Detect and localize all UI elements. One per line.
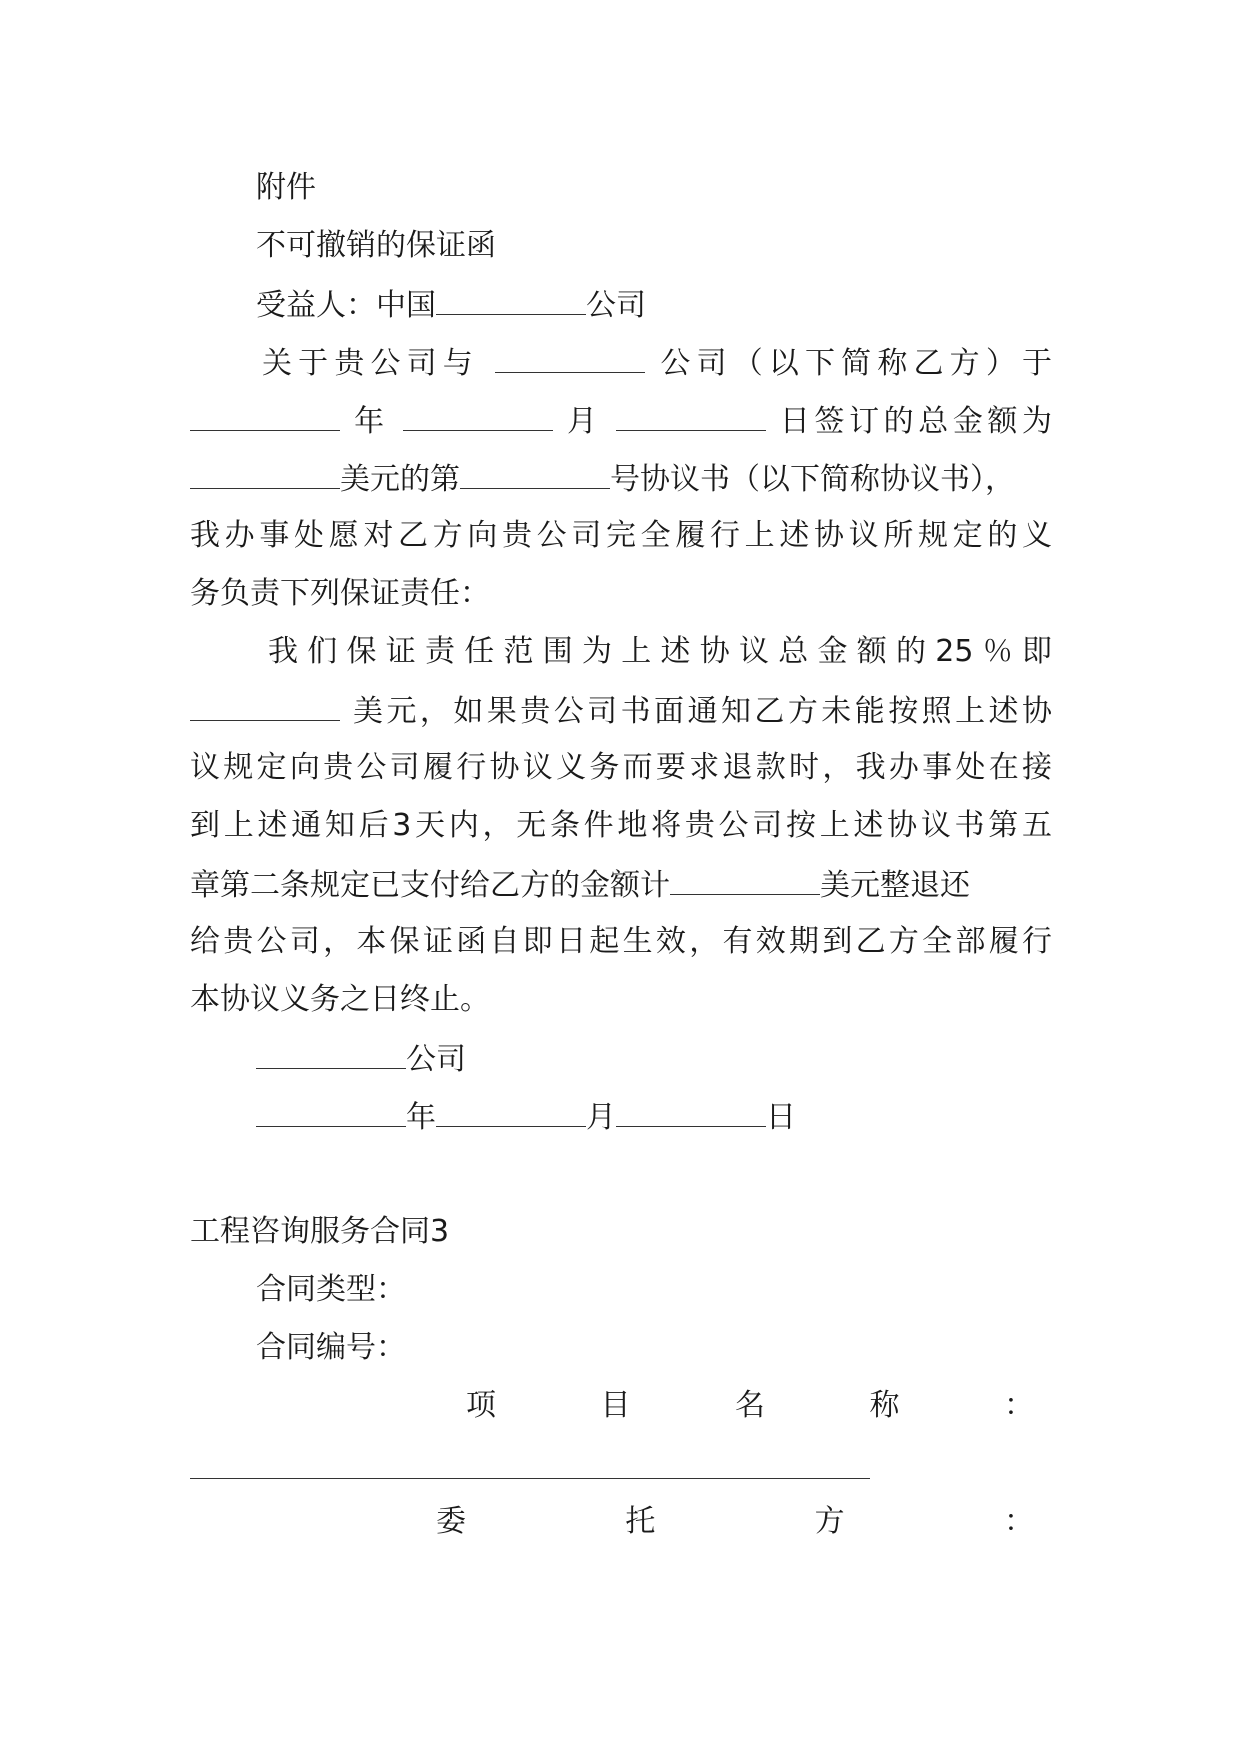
date-year: 年 [406,1100,436,1135]
p1-line-1 [262,342,1052,382]
guarantee-title: 不可撤销的保证函 [256,228,496,263]
p1-text: 号协议书（以下简称协议书）， [610,462,1015,497]
contract-type-label: 合同类型： [256,1272,406,1307]
blank-field [436,284,586,315]
blank-field [616,1096,766,1127]
blank-field [670,864,820,895]
blank-field [495,342,645,373]
beneficiary-suffix: 公司 [586,288,646,323]
p2-line-3: 议规定向贵公司履行协议义务而要求退款时，我办事处在接 [190,750,1052,785]
p1-line-5: 务负责下列保证责任： [190,576,490,611]
blank-field [256,1096,406,1127]
p1-text: 关于贵公司与 [262,346,479,381]
attachment-label: 附件 [256,170,316,205]
p2-line-7: 本协议义务之日终止。 [190,982,490,1017]
blank-field [256,1038,406,1069]
blank-field [616,400,766,431]
project-name-label: 项 目 名 称 ： [466,1388,1034,1423]
p1-line-3 [190,458,1015,498]
p1-text: 月 [567,404,602,439]
beneficiary-line [256,284,646,324]
p2-line-2 [190,690,1052,730]
p2-text: 章第二条规定已支付给乙方的金额计 [190,868,670,903]
p2-line-5 [190,864,970,904]
p1-text: 日签订的总金额为 [779,404,1053,439]
contract-number-label: 合同编号： [256,1330,406,1365]
signer-line [256,1038,466,1078]
blank-field [190,690,340,721]
p1-line-4: 我办事处愿对乙方向贵公司完全履行上述协议所规定的义 [190,518,1052,553]
blank-field [190,400,340,431]
blank-field [403,400,553,431]
date-month: 月 [586,1100,616,1135]
p2-line-4: 到上述通知后3天内，无条件地将贵公司按上述协议书第五 [190,808,1052,843]
p1-text: 年 [354,404,389,439]
signer-suffix: 公司 [406,1042,466,1077]
p2-text: 美元整退还 [820,868,970,903]
p1-text: 美元的第 [340,462,460,497]
contract-title: 工程咨询服务合同3 [190,1214,450,1249]
date-day: 日 [766,1100,796,1135]
blank-field [460,458,610,489]
p2-line-1: 我们保证责任范围为上述协议总金额的25％即 [268,634,1052,669]
blank-field [436,1096,586,1127]
beneficiary-prefix: 受益人：中国 [256,288,436,323]
client-label: 委 托 方 ： [436,1504,1034,1539]
p1-text: 公司（以下简称乙方）于 [660,346,1052,381]
project-name-rule [190,1478,870,1479]
p1-line-2 [190,400,1052,440]
p2-line-6: 给贵公司，本保证函自即日起生效，有效期到乙方全部履行 [190,924,1052,959]
date-line [256,1096,796,1136]
p2-text: 美元，如果贵公司书面通知乙方未能按照上述协 [353,694,1053,729]
blank-field [190,458,340,489]
